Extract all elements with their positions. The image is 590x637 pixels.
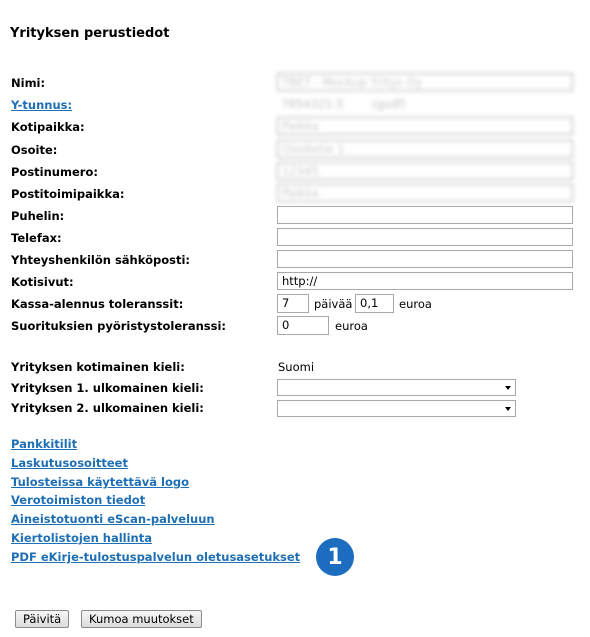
postinumero-label: Postinumero: <box>11 165 98 179</box>
link-pdf-ekirje[interactable]: PDF eKirje-tulostuspalvelun oletusasetukset <box>11 550 301 564</box>
kassa-euros-input[interactable]: 0,1 <box>355 294 394 313</box>
kassa-days-input[interactable]: 7 <box>277 294 309 313</box>
chevron-down-icon <box>505 407 511 411</box>
suoritus-label: Suorituksien pyöristystoleranssi: <box>11 319 227 333</box>
osoite-label: Osoite: <box>11 143 58 157</box>
ulkomainen-kieli-1-label: Yrityksen 1. ulkomainen kieli: <box>11 381 204 395</box>
postitoimipaikka-input[interactable]: Paikka <box>277 184 573 202</box>
kotipaikka-label: Kotipaikka: <box>11 120 85 134</box>
telefax-label: Telefax: <box>11 231 62 245</box>
link-laskutusosoitteet[interactable]: Laskutusosoitteet <box>11 456 128 470</box>
chevron-down-icon <box>505 386 511 390</box>
step-number-badge: 1 <box>316 538 354 576</box>
puhelin-label: Puhelin: <box>11 209 65 223</box>
kotisivut-label: Kotisivut: <box>11 275 74 289</box>
telefax-input[interactable] <box>277 228 573 246</box>
kotimainen-kieli-label: Yrityksen kotimainen kieli: <box>11 360 185 374</box>
link-pankkitilit[interactable]: Pankkitilit <box>11 437 78 451</box>
osoite-input[interactable]: Osoitetie 1 <box>277 140 573 158</box>
puhelin-input[interactable] <box>277 206 573 224</box>
ulkomainen-kieli-2-select[interactable] <box>277 400 516 417</box>
kotisivut-input[interactable]: http:// <box>277 272 573 290</box>
kassa-days-unit: päivää <box>314 297 353 311</box>
nimi-input[interactable]: TBET - Mockup Yritys Oy <box>277 73 573 91</box>
nimi-label: Nimi: <box>11 76 46 90</box>
link-kiertolistat[interactable]: Kiertolistojen hallinta <box>11 531 152 545</box>
link-verotoimisto[interactable]: Verotoimiston tiedot <box>11 493 146 507</box>
ytunnus-value: 7654321-5 <box>281 97 344 111</box>
suoritus-input[interactable]: 0 <box>277 316 329 335</box>
kotipaikka-input[interactable]: Paikka <box>277 117 573 135</box>
ytunnus-extra: (gsdf) <box>372 97 406 111</box>
sahkoposti-label: Yhteyshenkilön sähköposti: <box>11 253 190 267</box>
ytunnus-link[interactable]: Y-tunnus: <box>11 98 73 112</box>
cancel-changes-button[interactable]: Kumoa muutokset <box>81 610 202 628</box>
kassa-label: Kassa-alennus toleranssit: <box>11 297 184 311</box>
ulkomainen-kieli-1-select[interactable] <box>277 379 516 396</box>
kotimainen-kieli-value: Suomi <box>278 360 315 374</box>
ulkomainen-kieli-2-label: Yrityksen 2. ulkomainen kieli: <box>11 401 204 415</box>
update-button[interactable]: Päivitä <box>15 610 69 628</box>
postitoimipaikka-label: Postitoimipaikka: <box>11 187 125 201</box>
kassa-euros-unit: euroa <box>399 297 432 311</box>
suoritus-unit: euroa <box>335 319 368 333</box>
link-escan[interactable]: Aineistotuonti eScan-palveluun <box>11 512 215 526</box>
postinumero-input[interactable]: 12345 <box>277 162 573 180</box>
page-title: Yrityksen perustiedot <box>10 26 170 41</box>
sahkoposti-input[interactable] <box>277 250 573 268</box>
link-logo[interactable]: Tulosteissa käytettävä logo <box>11 475 189 489</box>
